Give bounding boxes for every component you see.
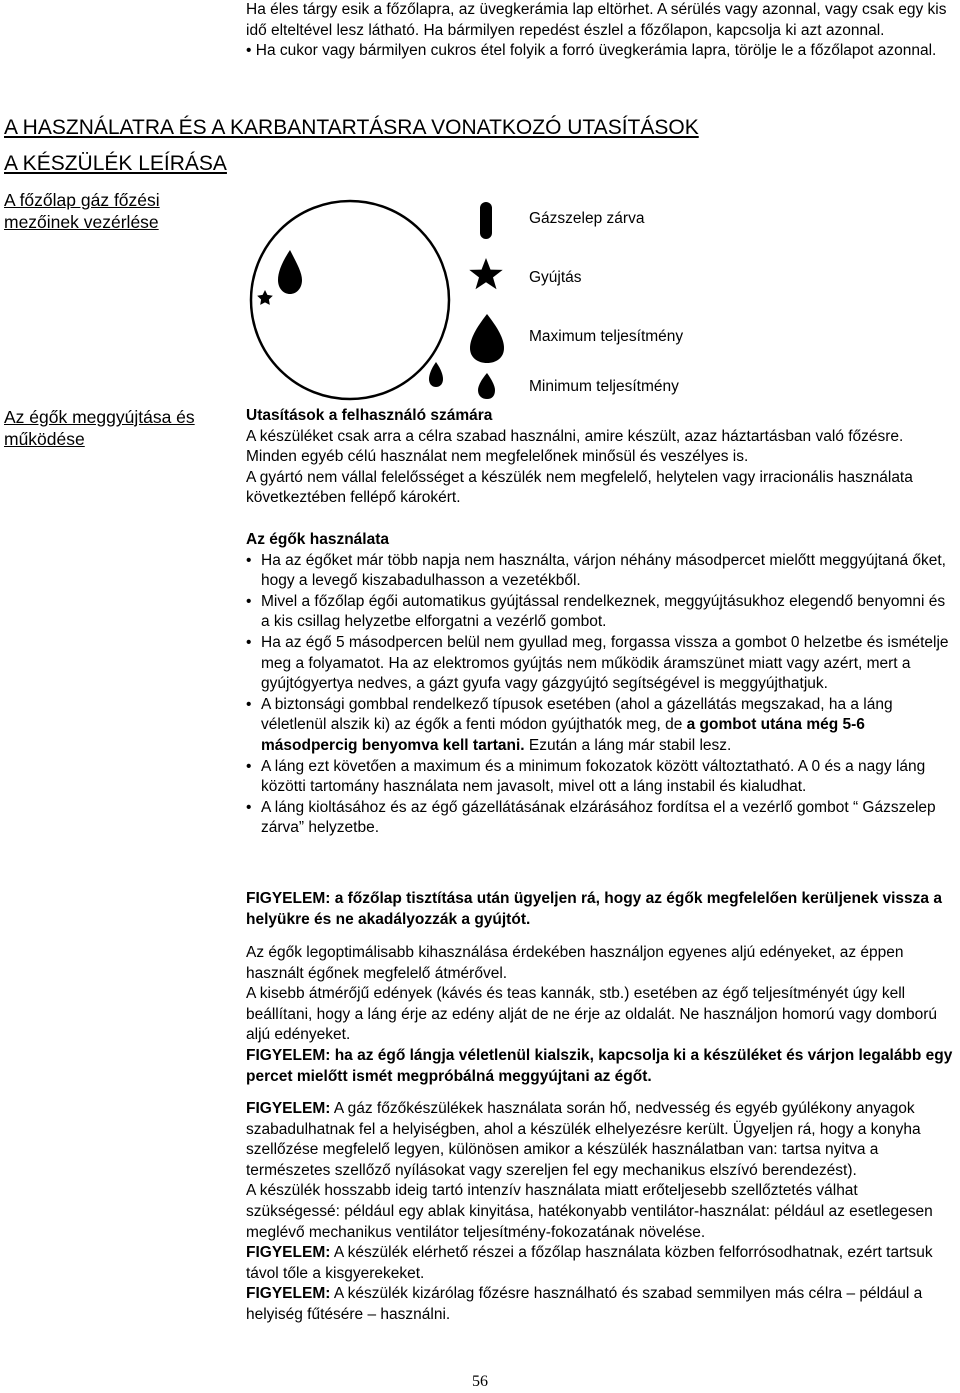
label-closed: Gázszelep zárva [529,210,645,227]
figyelem-text: A készülék elérhető részei a főzőlap használata közben felforrósodhatnak, ezért tartsuk távol tőle a kisgyerekeket. [246,1244,933,1282]
bullet-glyph: • [246,798,252,816]
page-number: 56 [472,1373,488,1390]
list-item [246,757,954,798]
top-bullet-paragraph [246,41,954,62]
instructions-p2: A gyártó nem vállal felelősséget a készülék nem megfelelő, helytelen vagy irracionális használata következtében fellépő károkért. [246,468,913,507]
warning-flame-out: FIGYELEM: ha az égő lángja véletlenül kialszik, kapcsolja ki a készüléket és várjon legalább egy percet mielőtt ismét megpróbálná meggyújtani az égőt. [246,1046,953,1085]
figyelem-label: FIGYELEM: [246,1244,331,1262]
label-min: Minimum teljesítmény [529,378,679,395]
figyelem-text: A készülék kizárólag főzésre használható és szabad semmilyen más célra – például a helyiség fűtésére – használni. [246,1285,923,1323]
figyelem-text: A gáz főzőkészülékek használata során hő, nedvesség és egyéb gyúlékony anyagok szabadulhatnak fel a helyiségben, ahol a készülék elhelyezésre került. Ügyeljen rá, hogy a konyha szellőzése megfelelő legyen, különösen amikor a készülék használatban van: tartsa nyitva a természetes szellőző nyílásokat vagy szereljen fel egy mechanikus elszívó berendezést). [246,1100,921,1179]
list-item [246,551,954,592]
list-item [246,798,954,839]
min-flame-icon [478,373,495,399]
knob-circle [251,201,449,399]
bullet-glyph: • [246,592,252,610]
figyelem-label: FIGYELEM: [246,1100,331,1117]
bullet-glyph: • [246,551,252,569]
list-item [246,633,954,695]
instructions-block [246,406,954,509]
usage-item-text: Ha az égőket már több napja nem használta, várjon néhány másodpercet mielőtt meggyújtaná őket, hogy a levegő kiszabadulhasson a vezetékből. [261,551,946,590]
pots-paragraph-a: Az égők legoptimálisabb kihasználása érdekében használjon egyenes aljú edényeket, az éppen használt égőnek megfelelő átmérővel. [246,944,904,982]
small-star-icon [257,290,273,305]
bullet-glyph: • [246,42,252,60]
usage-item-text: A biztonsági gombbal rendelkező típusok esetében (ahol a gázellátás megszakad, ha a láng véletlenül alszik ki) az égők a fenti módon gyújthatók meg, de [261,695,893,734]
final-block [246,1099,954,1326]
usage-title: Az égők használata [246,531,389,548]
bullet-glyph: • [246,633,252,651]
side-heading-control: A főzőlap gáz főzési mezőinek vezérlése [4,190,160,232]
usage-item-text: Ezután a láng már stabil lesz. [524,736,732,754]
list-item [246,592,954,633]
pots-paragraph-b: A kisebb átmérőjű edények (kávés és teas kannák, stb.) esetében az égő teljesítményét úgy kell beállítani, hogy a láng érje az edény alját de ne érje az oldalát. Ne használjon homorú vagy domború aljú edényeket. [246,985,938,1044]
usage-item-text: Ha az égő 5 másodpercen belül nem gyullad meg, forgassa vissza a gombot 0 helzetbe és ismételje meg a folyamatot. Ha az elektromos gyújtás nem működik áramszünet miatt vagy azért, mert a gyújtógyertya nedves, a gázt gyufa vagy gázgyújtó segítségével is meggyújthatjuk. [261,633,949,693]
max-flame-icon [470,314,504,363]
figyelem-label: FIGYELEM: [246,1285,331,1303]
small-flame-icon [429,362,443,387]
bullet-glyph: • [246,757,252,775]
top-paragraph: Ha éles tárgy esik a főzőlapra, az üvegkerámia lap eltörhet. A sérülés vagy azonnal, vagy csak egy kis idő elteltével lesz látható. Ha bármilyen repedést észlel a főzőlapon, kapcsolja ki azt azonnal. [246,1,947,39]
usage-block [246,530,954,839]
side-heading-ignition: Az égők meggyújtása és működése [4,407,195,449]
usage-item-text: A láng kioltásához és az égő gázellátásának elzárásához fordítsa el a vezérlő gombot “ Gázszelep zárva” helyzetbe. [261,798,936,837]
instructions-p1: A készüléket csak arra a célra szabad használni, amire készült, azaz háztartásban való főzésre. Minden egyéb célú használat nem megfelelőnek minősül és veszélyes is. [246,427,904,466]
sub-heading: A KÉSZÜLÉK LEÍRÁSA [4,152,227,175]
usage-item-text: A láng ezt követően a maximum és a minimum fokozatok között változtatható. A 0 és a nagy láng közötti tartomány használata nem javasolt, mivel ott a láng instabil és kialudhat. [261,757,926,796]
large-flame-icon [278,250,302,294]
main-heading: A HASZNÁLATRA ÉS A KARBANTARTÁSRA VONATKOZÓ UTASÍTÁSOK [4,116,699,139]
label-ignition: Gyújtás [529,269,582,286]
usage-item-bold: a gombot utána még 5-6 másodpercig benyomva kell tartani. [261,716,865,754]
pots-block [246,943,954,1087]
usage-item-text: Mivel a főzőlap égői automatikus gyújtással rendelkeznek, meggyújtásukhoz elegendő benyomni és a kis csillag helyzetbe elforgatni a vezérlő gombot. [261,592,946,631]
knob-diagram [240,190,520,405]
ignition-star-icon [469,258,502,289]
figyelem-paragraph-3 [246,1284,954,1325]
figyelem-paragraph-1 [246,1099,954,1181]
top-bullet-text: Ha cukor vagy bármilyen cukros étel folyik a forró üvegkerámia lapra, törölje le a főzőlapot azonnal. [255,42,937,60]
usage-list [246,551,954,839]
ventilation-paragraph: A készülék hosszabb ideig tartó intenzív használata miatt erőteljesebb szellőztetés válhat szükségessé: például egy ablak kinyitása, hatékonyabb ventilátor-használat: például az esetlegesen meglévő mechanikus ventilátor teljesítmény-fokozatának növelése. [246,1182,933,1241]
list-item [246,695,954,757]
bullet-glyph: • [246,695,252,713]
warning-cleaning: FIGYELEM: a főzőlap tisztítása után ügyeljen rá, hogy az égők megfelelően kerüljenek vissza a helyükre és ne akadályozzák a gyújtót. [246,890,942,928]
instructions-title: Utasítások a felhasználó számára [246,407,493,424]
top-text [246,0,954,62]
closed-valve-icon [480,202,492,239]
figyelem-paragraph-2 [246,1243,954,1284]
label-max: Maximum teljesítmény [529,328,684,345]
